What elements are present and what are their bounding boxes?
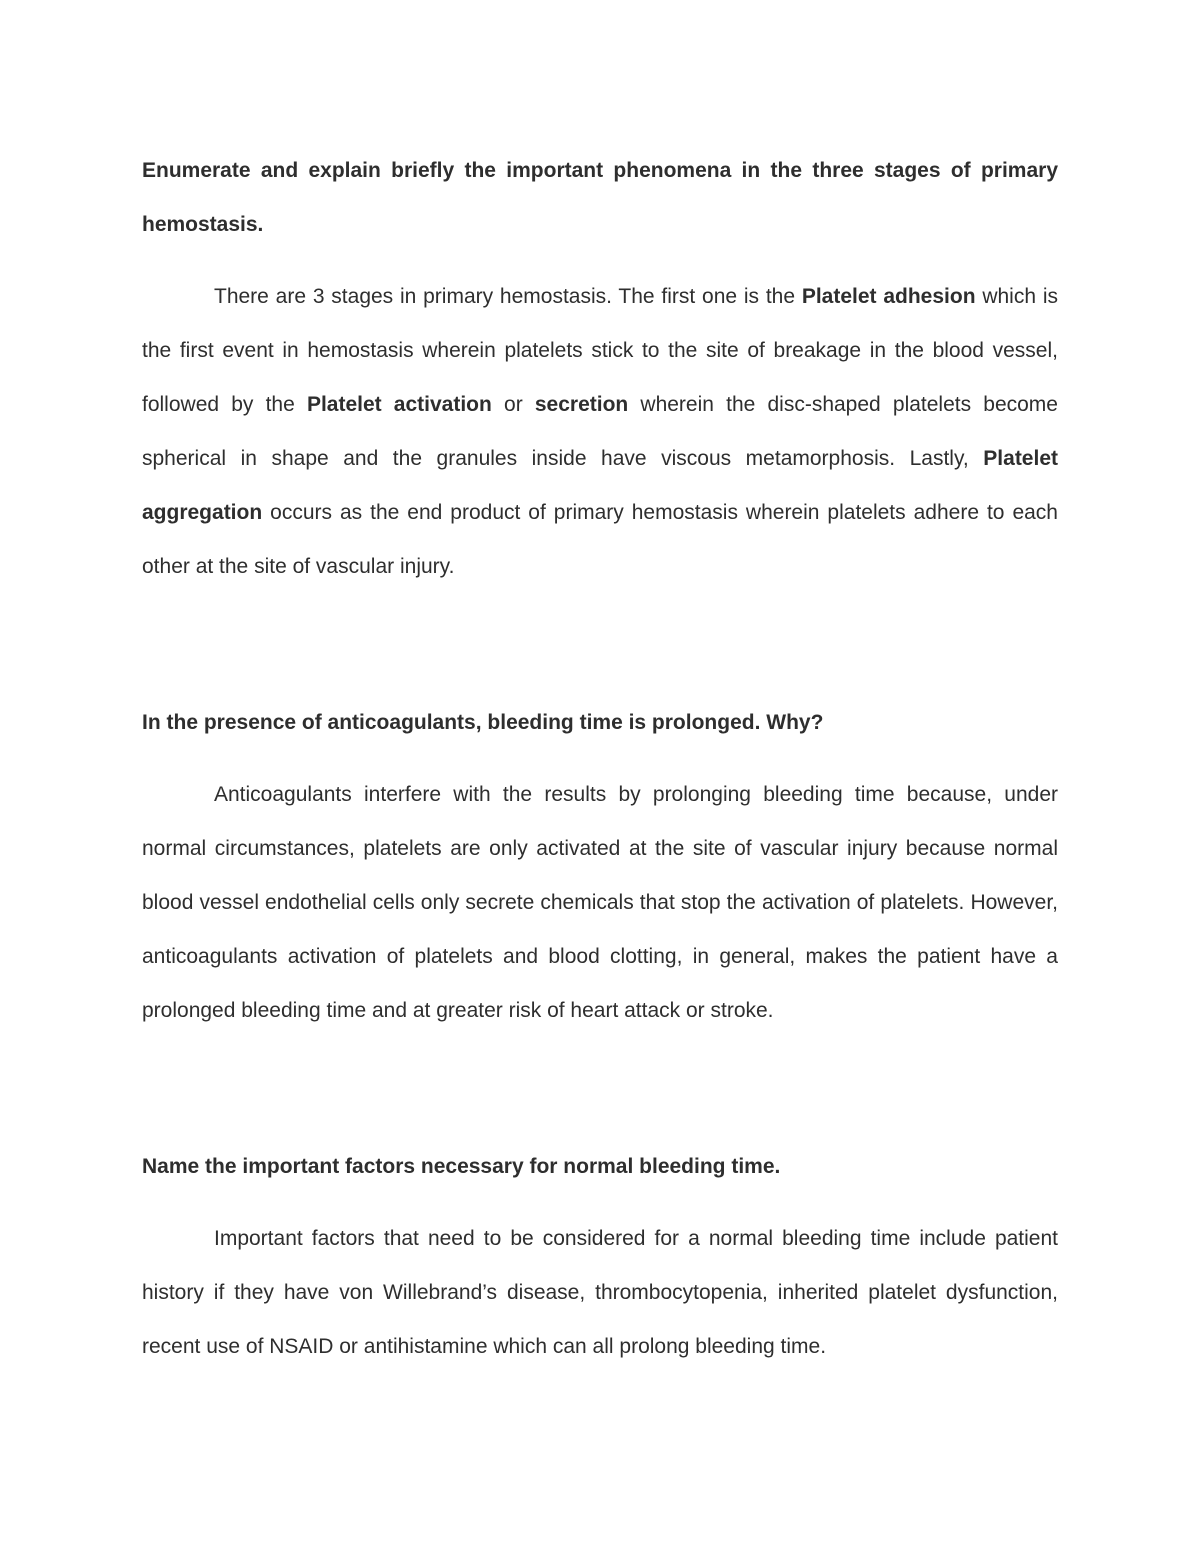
term-platelet-aggregation: Platelet aggregation [142, 447, 1058, 524]
question-1-heading: Enumerate and explain briefly the important phenomena in the three stages of primary hemostasis. [142, 159, 1058, 236]
question-2-heading: In the presence of anticoagulants, bleeding time is prolonged. Why? [142, 711, 824, 734]
answer-3-paragraph: Important factors that need to be considered for a normal bleeding time include patient history if they have von Willebrand’s disease, thrombocytopenia, inherited platelet dysfunction, recent use of NSAID or antihistamine which can all prolong bleeding time. [142, 1227, 1058, 1358]
term-platelet-activation: Platelet activation [306, 393, 492, 416]
document-page [142, 144, 1058, 1374]
answer-1-text-5: occurs as the end product of primary hemostasis wherein platelets adhere to each other at the site of vascular injury. [142, 501, 1058, 578]
question-3-heading: Name the important factors necessary for normal bleeding time. [142, 1155, 781, 1178]
answer-1-text-3: or [491, 393, 535, 416]
answer-1-text-4: wherein the disc-shaped platelets become spherical in shape and the granules inside have viscous metamorphosis. Lastly, [142, 393, 1058, 470]
answer-2-paragraph: Anticoagulants interfere with the results by prolonging bleeding time because, under normal circumstances, platelets are only activated at the site of vascular injury because normal blood vessel endothelial cells only secrete chemicals that stop the activation of platelets. However, anticoagulants activation of platelets and blood clotting, in general, makes the patient have a prolonged bleeding time and at greater risk of heart attack or stroke. [142, 783, 1058, 1022]
term-platelet-adhesion: Platelet adhesion [801, 285, 976, 308]
answer-1-paragraph [142, 270, 1058, 594]
answer-1-text-2: which is the first event in hemostasis wherein platelets stick to the site of breakage in the blood vessel, followed by the [142, 285, 1058, 416]
term-secretion: secretion [534, 393, 629, 416]
answer-1-text-1: There are 3 stages in primary hemostasis. The first one is the [214, 285, 802, 308]
